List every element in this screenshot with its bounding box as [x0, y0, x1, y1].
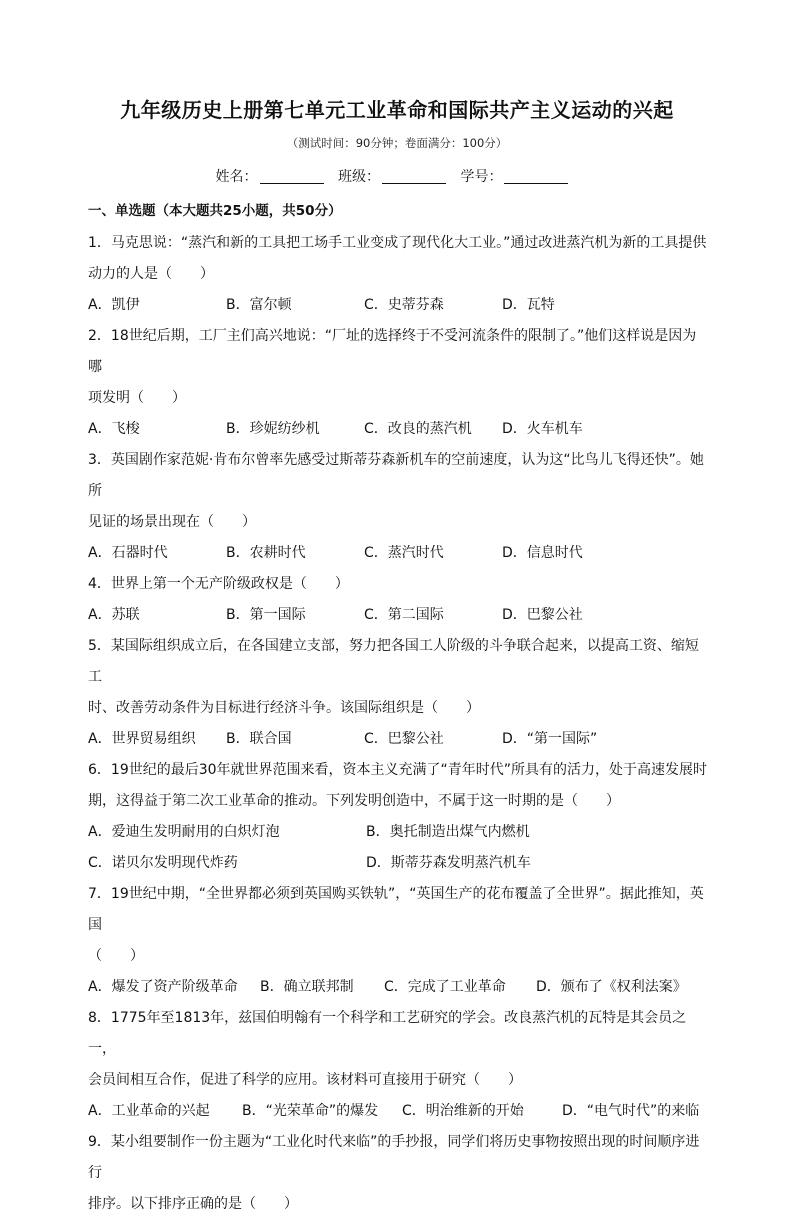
- option-b[interactable]: B．珍妮纺纱机: [226, 421, 320, 437]
- option-a[interactable]: A．世界贸易组织: [88, 731, 196, 747]
- question-line: 时、改善劳动条件为目标进行经济斗争。该国际组织是（ ）: [88, 700, 480, 716]
- option-d[interactable]: D．巴黎公社: [502, 607, 583, 623]
- option-b[interactable]: B．农耕时代: [226, 545, 306, 561]
- question-line: 5．某国际组织成立后，在各国建立支部，努力把各国工人阶级的斗争联合起来，以提高工资、缩短工: [88, 638, 699, 685]
- question: [88, 879, 708, 1003]
- option-c[interactable]: C．巴黎公社: [364, 731, 444, 747]
- page-title: 九年级历史上册第七单元工业革命和国际共产主义运动的兴起: [120, 98, 674, 122]
- option-d[interactable]: D．“电气时代”的来临: [562, 1103, 700, 1119]
- option-b[interactable]: B．富尔顿: [226, 297, 292, 313]
- question-line: 4．世界上第一个无产阶级政权是（ ）: [88, 576, 349, 592]
- question: [88, 445, 708, 569]
- question: [88, 228, 708, 321]
- option-a[interactable]: A．石器时代: [88, 545, 168, 561]
- question-line: 7．19世纪中期，“全世界都必须到英国购买铁轨”，“英国生产的花布覆盖了全世界”。据此推知，英国: [88, 886, 704, 933]
- exam-meta: （测试时间：90分钟；卷面满分：100分）: [286, 136, 508, 150]
- class-blank[interactable]: [382, 169, 446, 184]
- option-c[interactable]: C．诺贝尔发明现代炸药: [88, 855, 238, 871]
- option-b[interactable]: B．“光荣革命”的爆发: [242, 1103, 379, 1119]
- question-line: 期，这得益于第二次工业革命的推动。下列发明创造中，不属于这一时期的是（ ）: [88, 793, 620, 809]
- question-line: 动力的人是（ ）: [88, 266, 214, 282]
- question-line: 见证的场景出现在（ ）: [88, 514, 256, 530]
- option-a[interactable]: A．飞梭: [88, 421, 140, 437]
- option-c[interactable]: C．明治维新的开始: [402, 1103, 524, 1119]
- option-a[interactable]: A．爱迪生发明耐用的白炽灯泡: [88, 824, 280, 840]
- option-d[interactable]: D．瓦特: [502, 297, 555, 313]
- option-row: [88, 600, 708, 631]
- option-row: [88, 538, 708, 569]
- option-row: [88, 848, 708, 879]
- question-line: （ ）: [88, 948, 144, 964]
- question: [88, 1127, 708, 1220]
- option-row: [88, 724, 708, 755]
- option-b[interactable]: B．确立联邦制: [260, 979, 354, 995]
- option-row: [88, 414, 708, 445]
- question: [88, 321, 708, 445]
- name-label: 姓名：: [215, 169, 258, 185]
- option-d[interactable]: D．“第一国际”: [502, 731, 598, 747]
- question: [88, 1003, 708, 1127]
- option-a[interactable]: A．凯伊: [88, 297, 140, 313]
- option-c[interactable]: C．完成了工业革命: [384, 979, 506, 995]
- question: [88, 631, 708, 755]
- option-row: [88, 972, 708, 1003]
- option-b[interactable]: B．第一国际: [226, 607, 306, 623]
- option-a[interactable]: A．工业革命的兴起: [88, 1103, 210, 1119]
- name-blank[interactable]: [260, 169, 324, 184]
- option-c[interactable]: C．第二国际: [364, 607, 444, 623]
- question-list: [88, 228, 708, 1220]
- id-blank[interactable]: [504, 169, 568, 184]
- question-line: 1．马克思说：“蒸汽和新的工具把工场手工业变成了现代化大工业。”通过改进蒸汽机为新的工具提供: [88, 235, 707, 251]
- question: [88, 755, 708, 879]
- section-heading: 一、单选题（本大题共25小题，共50分）: [88, 203, 342, 219]
- question-line: 2．18世纪后期，工厂主们高兴地说：“厂址的选择终于不受河流条件的限制了。”他们这样说是因为哪: [88, 328, 697, 375]
- option-d[interactable]: D．信息时代: [502, 545, 583, 561]
- option-b[interactable]: B．奥托制造出煤气内燃机: [366, 824, 530, 840]
- option-c[interactable]: C．蒸汽时代: [364, 545, 444, 561]
- option-c[interactable]: C．史蒂芬森: [364, 297, 444, 313]
- question-line: 排序。以下排序正确的是（ ）: [88, 1196, 298, 1212]
- question-line: 会员间相互合作，促进了科学的应用。该材料可直接用于研究（ ）: [88, 1072, 522, 1088]
- option-d[interactable]: D．斯蒂芬森发明蒸汽机车: [366, 855, 531, 871]
- question-line: 项发明（ ）: [88, 390, 186, 406]
- option-row: [88, 817, 708, 848]
- question-line: 9．某小组要制作一份主题为“工业化时代来临”的手抄报，同学们将历史事物按照出现的时间顺序进行: [88, 1134, 700, 1181]
- option-d[interactable]: D．火车机车: [502, 421, 583, 437]
- option-c[interactable]: C．改良的蒸汽机: [364, 421, 472, 437]
- student-info-row: [0, 166, 794, 186]
- id-label: 学号：: [460, 169, 503, 185]
- class-label: 班级：: [338, 169, 380, 185]
- question-line: 8．1775年至1813年，兹国伯明翰有一个科学和工艺研究的学会。改良蒸汽机的瓦特是其会员之一，: [88, 1010, 687, 1057]
- question-line: 6．19世纪的最后30年就世界范围来看，资本主义充满了“青年时代”所具有的活力，处于高速发展时: [88, 762, 708, 778]
- question-line: 3．英国剧作家范妮·肯布尔曾率先感受过斯蒂芬森新机车的空前速度，认为这“比鸟儿飞得还快”。她所: [88, 452, 704, 499]
- option-b[interactable]: B．联合国: [226, 731, 292, 747]
- option-row: [88, 1096, 708, 1127]
- option-row: [88, 290, 708, 321]
- option-d[interactable]: D．颁布了《权利法案》: [536, 979, 687, 995]
- question: [88, 569, 708, 631]
- option-a[interactable]: A．爆发了资产阶级革命: [88, 979, 238, 995]
- option-a[interactable]: A．苏联: [88, 607, 140, 623]
